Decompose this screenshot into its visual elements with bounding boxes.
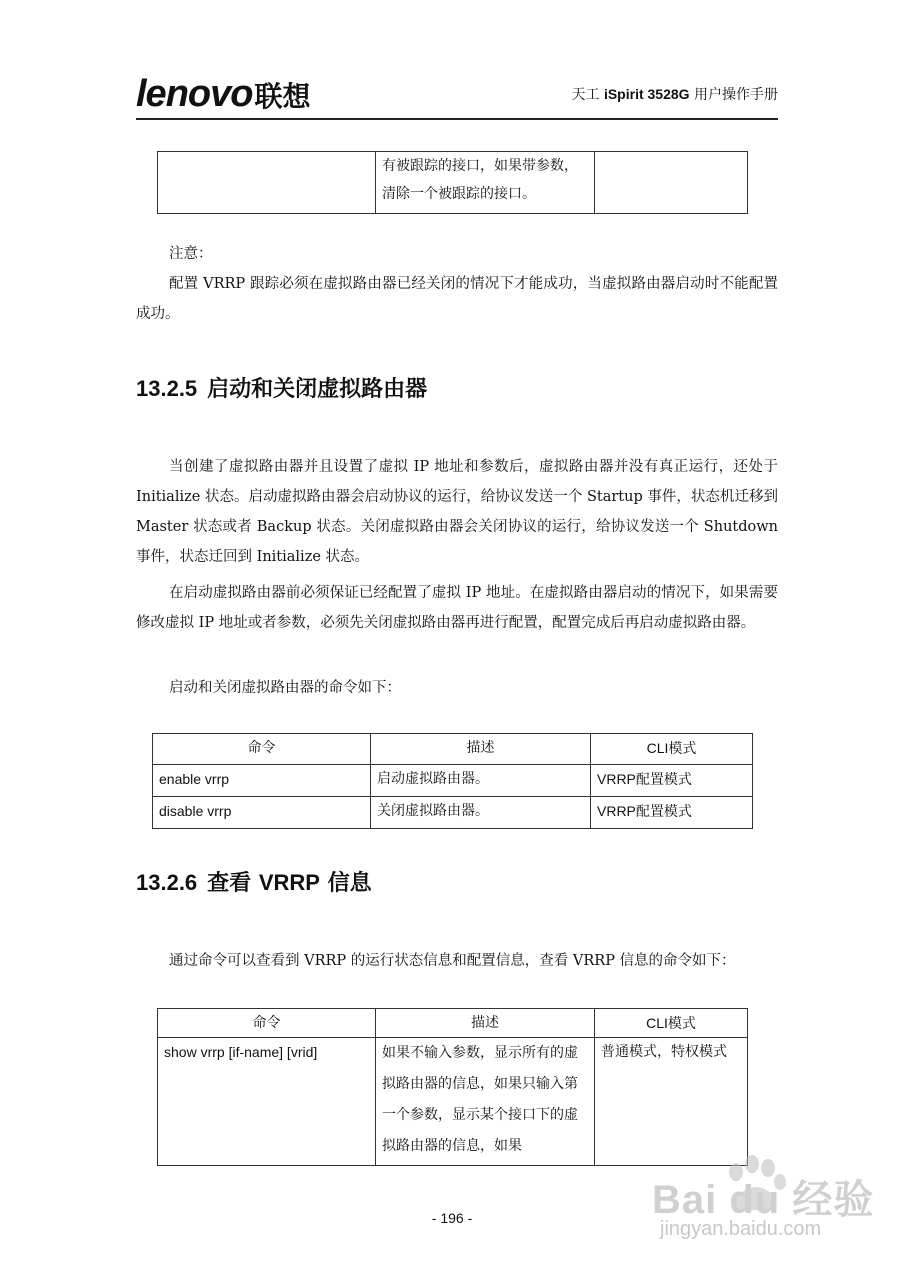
section-heading-13-2-5: 13.2.5 启动和关闭虚拟路由器 [136,376,428,402]
command-table-show-vrrp [157,1008,748,1166]
column-header: 命令 [158,1009,376,1038]
command-table-enable-disable [152,733,753,829]
logo-latin: lenovo [136,73,253,115]
table-cell [158,152,376,214]
table-cell: 有被跟踪的接口，如果带参数，清除一个被跟踪的接口。 [376,152,595,214]
header-rule [136,118,778,120]
command-cell: disable vrrp [153,797,371,829]
command-cell: enable vrrp [153,765,371,797]
table-row [153,797,753,829]
column-header: CLI模式 [591,734,753,765]
column-header: 描述 [376,1009,595,1038]
column-header: 描述 [371,734,591,765]
note-text: 配置 VRRP 跟踪必须在虚拟路由器已经关闭的情况下才能成功，当虚拟路由器启动时不能配置成功。 [136,276,778,322]
continued-table [157,151,748,214]
paragraph: 在启动虚拟路由器前必须保证已经配置了虚拟 IP 地址。在虚拟路由器启动的情况下，如果需要修改虚拟 IP 地址或者参数，必须先关闭虚拟路由器再进行配置，配置完成后再启动虚拟路由器。 [136,585,778,631]
lenovo-logo [136,74,310,114]
table-row [153,765,753,797]
mode-cell: VRRP配置模式 [591,765,753,797]
description-cell: 启动虚拟路由器。 [371,765,591,797]
mode-cell: VRRP配置模式 [591,797,753,829]
note-label: 注意： [169,246,213,262]
column-header: 命令 [153,734,371,765]
command-cell: show vrrp [if-name] [vrid] [158,1038,376,1166]
mode-cell: 普通模式，特权模式 [595,1038,748,1166]
document-title: 天工 iSpirit 3528G 用户操作手册 [571,86,778,103]
description-cell: 关闭虚拟路由器。 [371,797,591,829]
logo-cn: 联想 [254,81,311,112]
section-heading-13-2-6: 13.2.6 查看 VRRP 信息 [136,870,372,896]
table-cell [595,152,748,214]
table-row [158,152,748,214]
table-row [158,1038,748,1166]
table-header-row [158,1009,748,1038]
table-header-row [153,734,753,765]
paragraph: 启动和关闭虚拟路由器的命令如下： [169,680,401,696]
paragraph: 通过命令可以查看到 VRRP 的运行状态信息和配置信息，查看 VRRP 信息的命令如下： [169,953,736,969]
description-cell: 如果不输入参数，显示所有的虚拟路由器的信息，如果只输入第一个参数，显示某个接口下的虚拟路由器的信息，如果 [376,1038,595,1166]
column-header: CLI模式 [595,1009,748,1038]
paragraph: 当创建了虚拟路由器并且设置了虚拟 IP 地址和参数后，虚拟路由器并没有真正运行，还处于 Initialize 状态。启动虚拟路由器会启动协议的运行，给协议发送一个 Startup 事件，状态机迁移到 Master 状态或者 Backup 状态。关闭虚拟路由器会关闭协议的运行，给协议发送一个 Shutdown 事件，状态迁回到 Initialize 状态。 [136,459,778,565]
watermark-url: jingyan.baidu.com [660,1218,822,1240]
watermark-brand: Bai du 经验 [652,1178,875,1222]
page-number: - 196 - [431,1210,473,1226]
